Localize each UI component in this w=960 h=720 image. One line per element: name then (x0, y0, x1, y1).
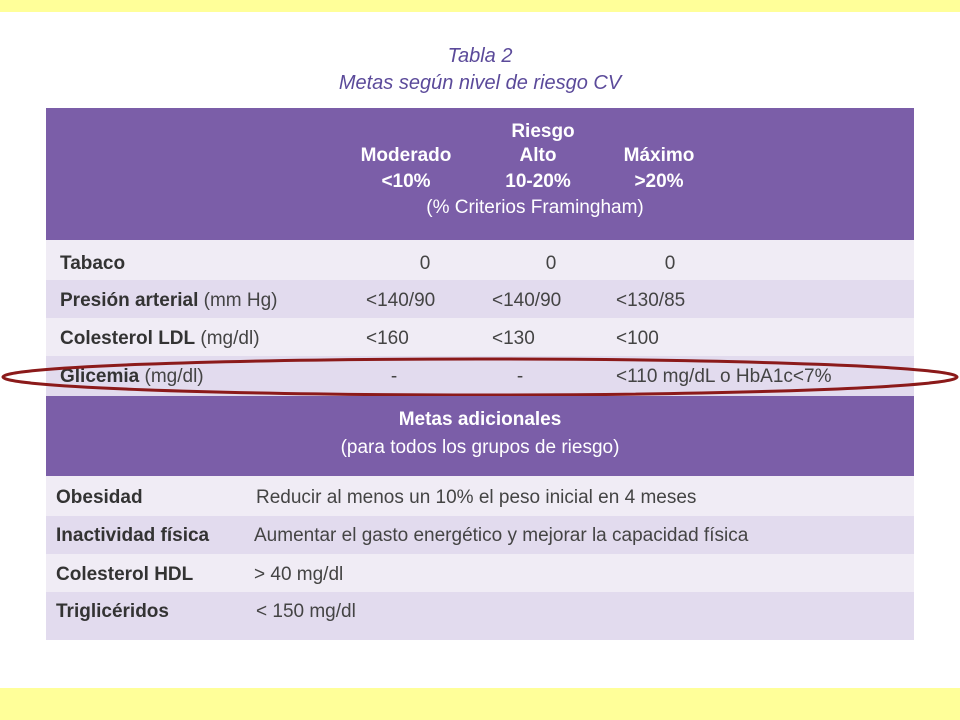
table-row (46, 554, 914, 592)
row-value: < 150 mg/dl (256, 601, 356, 622)
row-label: Colesterol HDL (56, 564, 194, 585)
col-alto: Alto (519, 145, 557, 166)
cell-alto: - (516, 366, 524, 387)
row-label: Glicemia (mg/dl) (60, 366, 204, 387)
table-row (46, 318, 914, 356)
cell-maximo: <100 (616, 328, 659, 349)
col-maximo: Máximo (623, 145, 695, 166)
row-label: Presión arterial (mm Hg) (60, 290, 278, 311)
col-moderado-range: <10% (381, 171, 431, 192)
riesgo-label: Riesgo (511, 121, 575, 142)
table-title: Metas según nivel de riesgo CV (338, 72, 622, 94)
cell-maximo: <130/85 (616, 290, 686, 311)
bottom-band (0, 688, 960, 720)
cell-alto: <130 (492, 328, 535, 349)
metas-adicionales-title: Metas adicionales (398, 409, 562, 430)
table-row (46, 516, 914, 554)
cell-moderado: <160 (366, 328, 409, 349)
cell-alto: 0 (545, 253, 557, 274)
row-label: Obesidad (56, 487, 143, 508)
col-maximo-range: >20% (634, 171, 684, 192)
col-alto-range: 10-20% (505, 171, 571, 192)
row-value: > 40 mg/dl (254, 564, 344, 585)
cell-moderado: - (390, 366, 398, 387)
table-row (46, 280, 914, 318)
cell-maximo: <110 mg/dL o HbA1c<7% (616, 366, 832, 387)
row-value: Aumentar el gasto energético y mejorar la capacidad física (254, 525, 749, 546)
table-row-highlighted (46, 356, 914, 396)
row-label: Triglicéridos (56, 601, 169, 622)
cell-moderado: <140/90 (366, 290, 436, 311)
row-label: Inactividad física (56, 525, 210, 546)
cell-moderado: 0 (419, 253, 431, 274)
table-row (46, 240, 914, 280)
table-row (46, 476, 914, 516)
cell-alto: <140/90 (492, 290, 562, 311)
col-moderado: Moderado (360, 145, 452, 166)
metas-adicionales-subtitle: (para todos los grupos de riesgo) (340, 437, 620, 458)
row-label: Colesterol LDL (mg/dl) (60, 328, 260, 349)
table-number: Tabla 2 (447, 45, 513, 67)
row-value: Reducir al menos un 10% el peso inicial en 4 meses (256, 487, 697, 508)
row-label: Tabaco (60, 253, 126, 274)
cell-maximo: 0 (664, 253, 676, 274)
criterios-framingham: (% Criterios Framingham) (426, 197, 644, 218)
top-band (0, 0, 960, 12)
table-row (46, 592, 914, 640)
